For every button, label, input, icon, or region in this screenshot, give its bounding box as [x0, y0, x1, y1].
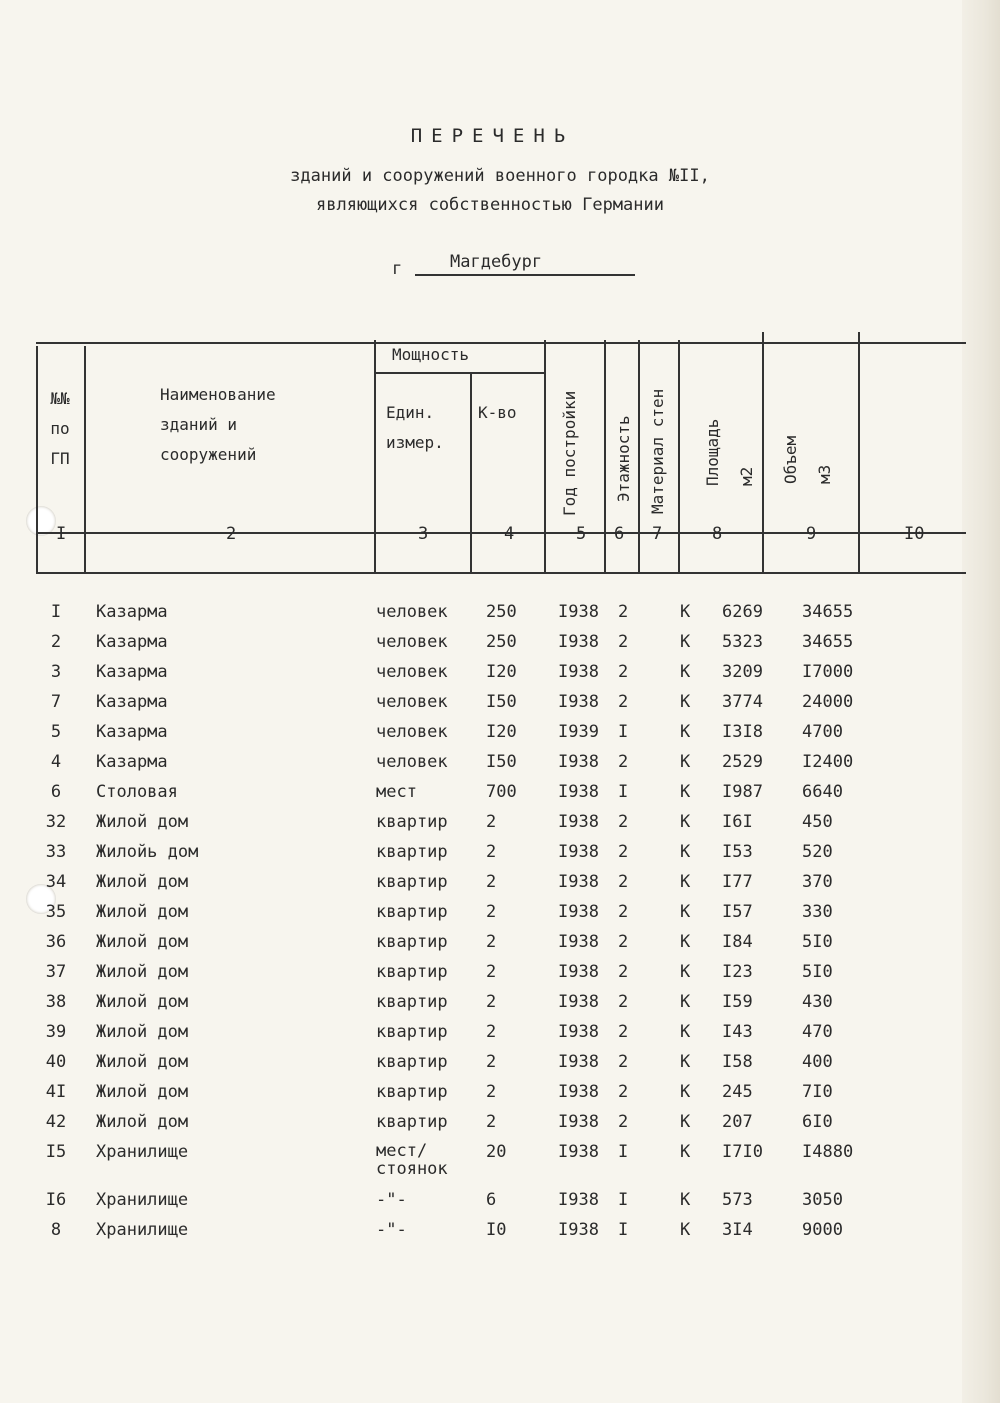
cell-volume: 6640	[802, 782, 843, 802]
cell-unit: человек	[376, 602, 448, 622]
cell-material: К	[680, 1220, 691, 1240]
column-number: 3	[418, 524, 429, 544]
cell-volume: I4880	[802, 1142, 854, 1162]
table-row	[0, 596, 1000, 626]
cell-material: К	[680, 1142, 691, 1162]
cell-number: 37	[45, 962, 67, 982]
cell-name: Хранилище	[96, 1190, 189, 1210]
cell-name: Столовая	[96, 782, 178, 802]
cell-qty: 2	[486, 932, 497, 952]
cell-name: Жилой дом	[96, 1052, 189, 1072]
cell-material: К	[680, 632, 691, 652]
cell-unit: квартир	[376, 1112, 448, 1132]
cell-year: I938	[558, 1022, 599, 1042]
cell-material: К	[680, 1022, 691, 1042]
cell-year: I938	[558, 992, 599, 1012]
cell-material: К	[680, 902, 691, 922]
col-divider	[84, 346, 86, 572]
cell-volume: 5I0	[802, 962, 833, 982]
column-number: 6	[614, 524, 625, 544]
table-row	[0, 956, 1000, 986]
cell-material: К	[680, 692, 691, 712]
cell-material: К	[680, 722, 691, 742]
cell-year: I938	[558, 1112, 599, 1132]
header-col-volume: Объем м3	[781, 435, 834, 484]
column-number: 4	[504, 524, 515, 544]
cell-floors: 2	[618, 1022, 629, 1042]
col-divider	[470, 372, 472, 572]
cell-unit: квартир	[376, 1022, 448, 1042]
cell-area: I987	[722, 782, 763, 802]
cell-floors: 2	[618, 1112, 629, 1132]
cell-area: 2529	[722, 752, 763, 772]
cell-year: I938	[558, 1082, 599, 1102]
table-row	[0, 746, 1000, 776]
cell-number: 7	[50, 692, 62, 712]
cell-material: К	[680, 962, 691, 982]
col-divider	[374, 340, 376, 572]
cell-floors: I	[618, 1190, 629, 1210]
cell-year: I938	[558, 782, 599, 802]
cell-area: I59	[722, 992, 753, 1012]
column-number: 8	[712, 524, 723, 544]
cell-year: I938	[558, 692, 599, 712]
cell-number: 3	[50, 662, 62, 682]
cell-volume: I2400	[802, 752, 854, 772]
header-power-group: Мощность	[392, 345, 470, 364]
cell-year: I939	[558, 722, 599, 742]
col-divider	[638, 340, 640, 572]
cell-name: Жилой дом	[96, 902, 189, 922]
cell-name: Жилой дом	[96, 1112, 189, 1132]
cell-volume: 450	[802, 812, 833, 832]
cell-qty: I20	[486, 662, 517, 682]
cell-floors: 2	[618, 932, 629, 952]
cell-volume: 34655	[802, 602, 854, 622]
table-row	[0, 896, 1000, 926]
cell-unit: квартир	[376, 1052, 448, 1072]
cell-floors: 2	[618, 842, 629, 862]
cell-area: 6269	[722, 602, 763, 622]
column-number: 5	[576, 524, 587, 544]
cell-material: К	[680, 662, 691, 682]
cell-area: I23	[722, 962, 753, 982]
cell-volume: 520	[802, 842, 833, 862]
cell-floors: 2	[618, 632, 629, 652]
column-number: 2	[226, 524, 237, 544]
cell-number: 36	[45, 932, 67, 952]
cell-name: Казарма	[96, 602, 168, 622]
cell-number: 35	[45, 902, 67, 922]
cell-number: I6	[45, 1190, 67, 1210]
cell-number: 38	[45, 992, 67, 1012]
cell-floors: I	[618, 722, 629, 742]
cell-unit: -"-	[376, 1220, 407, 1240]
cell-volume: 5I0	[802, 932, 833, 952]
cell-unit: квартир	[376, 1082, 448, 1102]
cell-volume: 6I0	[802, 1112, 833, 1132]
table-row	[0, 1016, 1000, 1046]
cell-number: 42	[45, 1112, 67, 1132]
cell-name: Жилой дом	[96, 1082, 189, 1102]
cell-material: К	[680, 1052, 691, 1072]
header-col-qty: К-во	[478, 403, 517, 422]
cell-area: 3209	[722, 662, 763, 682]
cell-unit: квартир	[376, 992, 448, 1012]
cell-qty: 700	[486, 782, 517, 802]
cell-area: 207	[722, 1112, 753, 1132]
cell-name: Хранилище	[96, 1142, 189, 1162]
table-row	[0, 716, 1000, 746]
cell-material: К	[680, 752, 691, 772]
cell-floors: 2	[618, 1052, 629, 1072]
cell-material: К	[680, 782, 691, 802]
cell-area: I53	[722, 842, 753, 862]
cell-unit: квартир	[376, 902, 448, 922]
cell-year: I938	[558, 752, 599, 772]
header-bottom-border	[36, 532, 966, 534]
cell-number: 2	[50, 632, 62, 652]
table-row	[0, 926, 1000, 956]
cell-qty: I20	[486, 722, 517, 742]
cell-number: I	[50, 602, 62, 622]
table-row	[0, 866, 1000, 896]
table-row	[0, 1046, 1000, 1076]
table-row	[0, 626, 1000, 656]
cell-name: Казарма	[96, 632, 168, 652]
cell-number: I5	[45, 1142, 67, 1162]
cell-volume: 430	[802, 992, 833, 1012]
cell-volume: 370	[802, 872, 833, 892]
cell-area: 3I4	[722, 1220, 753, 1240]
cell-area: I57	[722, 902, 753, 922]
cell-qty: 2	[486, 1112, 497, 1132]
cell-number: 34	[45, 872, 67, 892]
header-col-area: Площадь м2	[703, 418, 756, 486]
cell-material: К	[680, 602, 691, 622]
cell-volume: I7000	[802, 662, 854, 682]
cell-qty: 2	[486, 842, 497, 862]
cell-name: Жилой дом	[96, 1022, 189, 1042]
cell-name: Казарма	[96, 662, 168, 682]
cell-number: 6	[50, 782, 62, 802]
cell-name: Жилой дом	[96, 962, 189, 982]
cell-floors: 2	[618, 992, 629, 1012]
col-divider	[858, 332, 860, 572]
table-row	[0, 1214, 1000, 1244]
cell-unit: квартир	[376, 932, 448, 952]
cell-material: К	[680, 1112, 691, 1132]
cell-unit: квартир	[376, 812, 448, 832]
cell-area: I43	[722, 1022, 753, 1042]
cell-name: Казарма	[96, 752, 168, 772]
cell-year: I938	[558, 662, 599, 682]
table-body	[0, 596, 1000, 1244]
cell-qty: 2	[486, 812, 497, 832]
header-col-year: Год постройки	[560, 390, 579, 516]
cell-volume: 4700	[802, 722, 843, 742]
col-divider	[678, 340, 680, 572]
cell-number: 32	[45, 812, 67, 832]
cell-volume: 34655	[802, 632, 854, 652]
cell-name: Хранилище	[96, 1220, 189, 1240]
cell-unit: -"-	[376, 1190, 407, 1210]
city-name: Магдебург	[450, 252, 543, 272]
cell-floors: 2	[618, 602, 629, 622]
cell-area: I77	[722, 872, 753, 892]
cell-number: 8	[50, 1220, 62, 1240]
cell-area: 573	[722, 1190, 753, 1210]
cell-volume: 24000	[802, 692, 854, 712]
cell-number: 40	[45, 1052, 67, 1072]
cell-floors: 2	[618, 812, 629, 832]
subtitle-line-1: зданий и сооружений военного городка №II,	[290, 166, 710, 186]
column-number: I	[56, 524, 67, 544]
table-row	[0, 1136, 1000, 1184]
cell-area: I6I	[722, 812, 753, 832]
header-col-floors: Этажность	[614, 415, 633, 502]
column-number-bottom-border	[36, 572, 966, 574]
cell-qty: 2	[486, 872, 497, 892]
header-col-number: №№ по ГП	[50, 389, 70, 468]
cell-area: 245	[722, 1082, 753, 1102]
cell-number: 39	[45, 1022, 67, 1042]
cell-floors: I	[618, 1220, 629, 1240]
cell-floors: 2	[618, 662, 629, 682]
table-top-border	[36, 342, 966, 344]
cell-volume: 400	[802, 1052, 833, 1072]
cell-year: I938	[558, 962, 599, 982]
table-row	[0, 1106, 1000, 1136]
cell-qty: 2	[486, 1082, 497, 1102]
col-divider	[36, 346, 38, 572]
cell-number: 4	[50, 752, 62, 772]
cell-unit: человек	[376, 632, 448, 652]
column-number: 7	[652, 524, 663, 544]
cell-floors: 2	[618, 962, 629, 982]
cell-qty: 6	[486, 1190, 497, 1210]
cell-year: I938	[558, 932, 599, 952]
cell-name: Казарма	[96, 722, 168, 742]
cell-year: I938	[558, 902, 599, 922]
city-prefix: г	[392, 259, 403, 279]
cell-floors: I	[618, 1142, 629, 1162]
cell-floors: 2	[618, 1082, 629, 1102]
cell-floors: 2	[618, 692, 629, 712]
cell-year: I938	[558, 632, 599, 652]
cell-qty: 2	[486, 1022, 497, 1042]
cell-qty: I50	[486, 752, 517, 772]
cell-number: 4I	[45, 1082, 67, 1102]
cell-qty: 2	[486, 992, 497, 1012]
cell-unit: человек	[376, 722, 448, 742]
cell-volume: 470	[802, 1022, 833, 1042]
header-col-material: Материал стен	[648, 388, 667, 514]
table-row	[0, 806, 1000, 836]
cell-volume: 330	[802, 902, 833, 922]
table-row	[0, 836, 1000, 866]
cell-qty: 2	[486, 902, 497, 922]
cell-volume: 3050	[802, 1190, 843, 1210]
cell-material: К	[680, 1082, 691, 1102]
cell-name: Жилойь дом	[96, 842, 199, 862]
cell-material: К	[680, 1190, 691, 1210]
power-group-divider	[376, 372, 544, 374]
cell-name: Жилой дом	[96, 812, 189, 832]
cell-material: К	[680, 992, 691, 1012]
column-number: I0	[904, 524, 925, 544]
subtitle-line-2: являющихся собственностью Германии	[316, 195, 664, 215]
cell-area: I58	[722, 1052, 753, 1072]
cell-number: 5	[50, 722, 62, 742]
header-col-unit: Един. измер.	[386, 403, 444, 452]
cell-year: I938	[558, 602, 599, 622]
table-row	[0, 776, 1000, 806]
cell-qty: 250	[486, 602, 517, 622]
cell-area: 5323	[722, 632, 763, 652]
cell-unit: мест	[376, 782, 417, 802]
cell-floors: 2	[618, 902, 629, 922]
cell-name: Жилой дом	[96, 932, 189, 952]
cell-floors: 2	[618, 752, 629, 772]
cell-qty: I50	[486, 692, 517, 712]
table-row	[0, 1184, 1000, 1214]
cell-name: Жилой дом	[96, 992, 189, 1012]
table-row	[0, 656, 1000, 686]
col-divider	[604, 340, 606, 572]
cell-year: I938	[558, 842, 599, 862]
cell-year: I938	[558, 1220, 599, 1240]
cell-year: I938	[558, 812, 599, 832]
cell-qty: 20	[486, 1142, 507, 1162]
cell-unit: квартир	[376, 842, 448, 862]
cell-qty: 250	[486, 632, 517, 652]
cell-unit: мест/ стоянок	[376, 1141, 448, 1179]
cell-material: К	[680, 842, 691, 862]
cell-year: I938	[558, 872, 599, 892]
table-row	[0, 686, 1000, 716]
cell-material: К	[680, 872, 691, 892]
cell-area: I7I0	[722, 1142, 763, 1162]
city-underline	[415, 274, 635, 276]
cell-year: I938	[558, 1142, 599, 1162]
cell-name: Жилой дом	[96, 872, 189, 892]
cell-unit: человек	[376, 662, 448, 682]
cell-area: I84	[722, 932, 753, 952]
cell-qty: I0	[486, 1220, 507, 1240]
cell-area: 3774	[722, 692, 763, 712]
cell-floors: 2	[618, 872, 629, 892]
cell-volume: 7I0	[802, 1082, 833, 1102]
cell-floors: I	[618, 782, 629, 802]
document-title: ПЕРЕЧЕНЬ	[410, 125, 575, 147]
cell-material: К	[680, 812, 691, 832]
cell-volume: 9000	[802, 1220, 843, 1240]
table-row	[0, 986, 1000, 1016]
cell-unit: человек	[376, 752, 448, 772]
cell-material: К	[680, 932, 691, 952]
cell-year: I938	[558, 1190, 599, 1210]
table-row	[0, 1076, 1000, 1106]
cell-qty: 2	[486, 1052, 497, 1072]
cell-unit: человек	[376, 692, 448, 712]
column-number: 9	[806, 524, 817, 544]
cell-name: Казарма	[96, 692, 168, 712]
cell-unit: квартир	[376, 872, 448, 892]
cell-unit: квартир	[376, 962, 448, 982]
header-col-name: Наименование зданий и сооружений	[160, 385, 276, 464]
col-divider	[544, 340, 546, 572]
cell-area: I3I8	[722, 722, 763, 742]
cell-year: I938	[558, 1052, 599, 1072]
cell-number: 33	[45, 842, 67, 862]
cell-qty: 2	[486, 962, 497, 982]
